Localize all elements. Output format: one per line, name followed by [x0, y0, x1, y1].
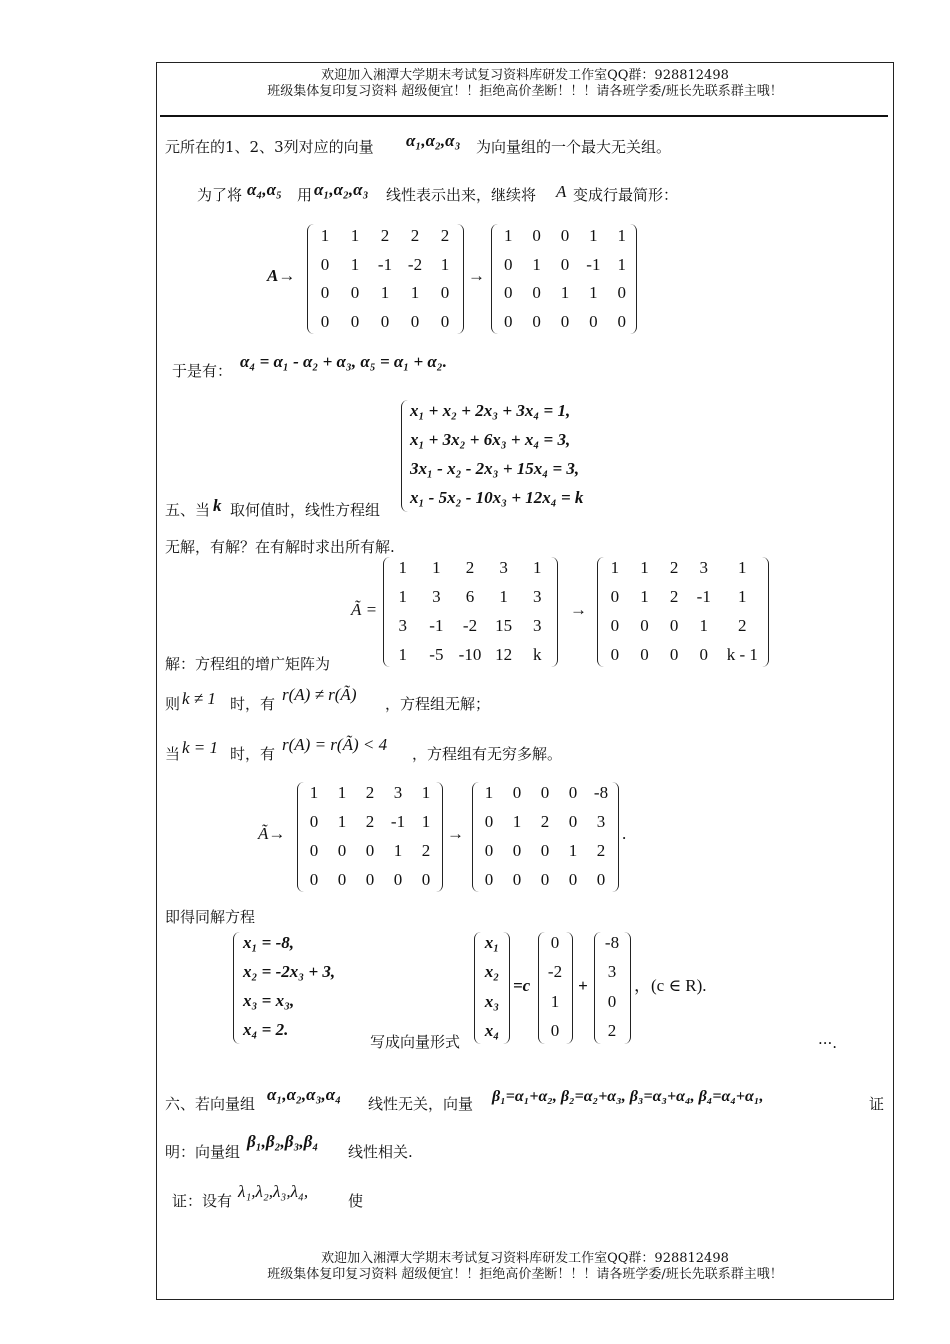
- text-p7a: 则: [165, 695, 181, 713]
- formula-A-arrow: A→: [267, 266, 296, 285]
- matrix-cell: 3: [607, 962, 617, 982]
- matrix-cell: x₃: [484, 991, 500, 1011]
- matrix-cell: 0: [617, 311, 627, 331]
- matrix-cell: 1: [532, 557, 542, 577]
- paren: [436, 782, 443, 892]
- matrix-cell: -1: [377, 254, 393, 274]
- matrix-cell: 1: [350, 254, 360, 274]
- matrix-cell: 1: [560, 283, 570, 303]
- formula-a1234: α₁,α₂,α₃,α₄: [267, 1085, 342, 1104]
- text-p11c: 证: [869, 1095, 885, 1113]
- equation-line: x₂ = -2x₃ + 3,: [243, 962, 336, 981]
- text-p12b: 线性相关.: [348, 1143, 413, 1161]
- matrix-cell: 0: [699, 644, 708, 664]
- matrix-cell: 15: [495, 615, 513, 635]
- text-p3: 于是有：: [172, 362, 233, 380]
- matrix-m5: [300, 778, 440, 894]
- arrow: →: [570, 600, 587, 619]
- matrix-cell: 0: [512, 782, 522, 802]
- matrix-cell: 0: [568, 869, 578, 889]
- matrix-cell: 0: [337, 869, 347, 889]
- matrix-cell: 2: [410, 226, 420, 246]
- matrix-cell: x₄: [484, 1021, 500, 1041]
- matrix-cell: 0: [393, 869, 403, 889]
- text-p11a: 六、若向量组: [165, 1095, 256, 1113]
- header-line-2: 班级集体复印复习资料 超级便宜！！拒绝高价垄断！！！请各班学委/班长先联系群主哦！: [267, 84, 783, 99]
- matrix-cell: -5: [429, 644, 444, 664]
- formula-plus: +: [578, 976, 588, 995]
- footer-line-1: 欢迎加入湘潭大学期末考试复习资料库研发工作室QQ群：928812498: [321, 1251, 729, 1266]
- matrix-cell: 3: [432, 586, 441, 606]
- matrix-cell: 1: [337, 811, 347, 831]
- matrix-cell: 3: [398, 615, 408, 635]
- matrix-cell: 0: [560, 226, 570, 246]
- matrix-cell: 3: [499, 557, 508, 577]
- equation-line: 3x₁ - x₂ - 2x₃ + 15x₄ = 3,: [410, 459, 580, 478]
- matrix-cell: 1: [432, 557, 441, 577]
- text-p11b: 线性无关，向量: [368, 1095, 474, 1113]
- matrix-cell: 0: [596, 869, 606, 889]
- text-p4b: 取何值时，线性方程组: [230, 501, 381, 519]
- matrix-cell: 1: [398, 557, 408, 577]
- matrix-cell: 0: [440, 311, 450, 331]
- matrix-cell: 1: [532, 254, 541, 274]
- formula-betas: β₁=α₁+α₂, β₂=α₂+α₃, β₃=α₃+α₄, β₄=α₄+α₁,: [492, 1088, 764, 1105]
- matrix-m6: [475, 778, 615, 894]
- matrix-cell: -1: [429, 615, 444, 635]
- period: .: [622, 824, 627, 843]
- matrix-cell: 3: [393, 782, 403, 802]
- text-p5: 无解，有解？在有解时求出所有解.: [165, 538, 395, 556]
- matrix-cell: 0: [550, 932, 560, 952]
- matrix-cell: 0: [380, 311, 390, 331]
- text-p6: 解：方程组的增广矩阵为: [165, 655, 331, 673]
- matrix-cell: 2: [669, 557, 679, 577]
- formula-a4eq: α₄ = α₁ - α₂ + α₃, α₅ = α₁ + α₂.: [240, 352, 447, 371]
- matrix-cell: 0: [309, 869, 319, 889]
- matrix-cell: 0: [350, 283, 360, 303]
- text-p1b: 为向量组的一个最大无关组。: [476, 138, 672, 156]
- formula-k: k: [213, 496, 222, 515]
- matrix-cell: 1: [738, 586, 747, 606]
- formula-lambdas: λ₁,λ₂,λ₃,λ₄,: [238, 1182, 309, 1201]
- matrix-cell: 1: [499, 586, 508, 606]
- matrix-m1: [310, 222, 460, 336]
- matrix-cell: 1: [398, 644, 408, 664]
- matrix-cell: 2: [669, 586, 679, 606]
- paren: [762, 557, 769, 667]
- matrix-cell: 0: [309, 811, 319, 831]
- paren: [624, 932, 631, 1044]
- matrix-cell: 0: [560, 254, 570, 274]
- solution-system: [243, 928, 335, 1044]
- matrix-cell: 0: [550, 1021, 560, 1041]
- matrix-cell: 0: [568, 782, 578, 802]
- vector-x: [478, 928, 506, 1046]
- formula-A: A: [556, 182, 567, 201]
- matrix-cell: 1: [699, 615, 708, 635]
- matrix-cell: 12: [495, 644, 513, 664]
- matrix-cell: 0: [365, 840, 375, 860]
- text-p1a: 元所在的1、2、3列对应的向量: [165, 138, 374, 156]
- matrix-cell: 0: [610, 586, 620, 606]
- matrix-cell: 2: [380, 226, 390, 246]
- matrix-cell: -2: [407, 254, 423, 274]
- matrix-cell: 0: [669, 644, 679, 664]
- matrix-cell: 0: [669, 615, 679, 635]
- matrix-cell: 0: [540, 782, 550, 802]
- matrix-cell: 0: [540, 840, 550, 860]
- matrix-cell: 0: [484, 811, 494, 831]
- matrix-cell: x₁: [484, 932, 500, 952]
- matrix-cell: 0: [610, 615, 620, 635]
- matrix-cell: 0: [512, 869, 522, 889]
- formula-keq1: k = 1: [182, 738, 219, 757]
- text-dots: ···.: [818, 1034, 838, 1052]
- text-p13b: 使: [348, 1192, 364, 1210]
- matrix-cell: 2: [365, 782, 375, 802]
- matrix-cell: x₂: [484, 962, 500, 982]
- matrix-cell: 1: [589, 226, 598, 246]
- text-p8a: 当: [165, 745, 181, 763]
- equation-line: x₄ = 2.: [243, 1020, 289, 1039]
- matrix-cell: 0: [503, 283, 513, 303]
- matrix-cell: 3: [532, 586, 542, 606]
- matrix-cell: 1: [550, 991, 560, 1011]
- text-p7c: ，方程组无解；: [385, 695, 491, 713]
- brace: [401, 400, 408, 512]
- matrix-cell: 0: [503, 254, 513, 274]
- text-p4a: 五、当: [165, 501, 211, 519]
- paren: [551, 557, 558, 667]
- matrix-cell: k - 1: [726, 644, 758, 664]
- matrix-cell: 0: [568, 811, 578, 831]
- matrix-cell: 1: [484, 782, 494, 802]
- matrix-cell: 0: [421, 869, 431, 889]
- equation-line: x₁ - 5x₂ - 10x₃ + 12x₄ = k: [410, 488, 584, 507]
- matrix-cell: 1: [640, 586, 649, 606]
- matrix-cell: 0: [337, 840, 347, 860]
- formula-cR: ，(c ∈ R).: [634, 976, 707, 995]
- matrix-cell: 2: [421, 840, 431, 860]
- matrix-cell: -10: [458, 644, 482, 664]
- matrix-cell: 1: [503, 226, 513, 246]
- text-p13a: 证：设有: [172, 1192, 233, 1210]
- paren: [503, 932, 510, 1044]
- matrix-cell: 1: [568, 840, 578, 860]
- matrix-cell: -1: [390, 811, 406, 831]
- matrix-cell: 1: [617, 254, 627, 274]
- matrix-cell: 0: [484, 869, 494, 889]
- formula-kne1: k ≠ 1: [182, 689, 216, 708]
- matrix-cell: 1: [350, 226, 360, 246]
- matrix-cell: 3: [699, 557, 708, 577]
- header-line-1: 欢迎加入湘潭大学期末考试复习资料库研发工作室QQ群：928812498: [321, 68, 729, 83]
- matrix-cell: 2: [465, 557, 475, 577]
- matrix-cell: 1: [421, 782, 431, 802]
- matrix-cell: 0: [589, 311, 598, 331]
- paren: [630, 224, 637, 334]
- matrix-cell: 0: [610, 644, 620, 664]
- matrix-cell: 0: [532, 226, 541, 246]
- vector-d: [597, 928, 627, 1046]
- matrix-cell: 0: [503, 311, 513, 331]
- matrix-cell: 1: [337, 782, 347, 802]
- matrix-cell: -2: [462, 615, 478, 635]
- matrix-cell: 1: [640, 557, 649, 577]
- text-p10: 写成向量形式: [370, 1033, 461, 1051]
- arrow: →: [447, 824, 464, 843]
- matrix-cell: 0: [410, 311, 420, 331]
- matrix-cell: 0: [320, 311, 330, 331]
- equation-line: x₁ + x₂ + 2x₃ + 3x₄ = 1,: [410, 401, 571, 420]
- matrix-cell: -2: [547, 962, 563, 982]
- paren: [566, 932, 573, 1044]
- formula-rlt: r(A) = r(Ã) < 4: [282, 735, 388, 754]
- matrix-cell: -8: [593, 782, 609, 802]
- matrix-cell: 0: [440, 283, 450, 303]
- matrix-cell: 3: [532, 615, 542, 635]
- matrix-cell: 0: [540, 869, 550, 889]
- text-p2d: 变成行最简形：: [573, 186, 679, 204]
- equation-line: x₃ = x₃,: [243, 991, 295, 1010]
- formula-eqc: =c: [513, 976, 531, 995]
- matrix-cell: 0: [320, 254, 330, 274]
- matrix-cell: 1: [738, 557, 747, 577]
- matrix-cell: 2: [607, 1021, 617, 1041]
- text-p12a: 明：向量组: [165, 1143, 241, 1161]
- formula-Atilde-arrow: Ã→: [258, 824, 286, 843]
- matrix-cell: 1: [393, 840, 403, 860]
- matrix-cell: 0: [320, 283, 330, 303]
- matrix-m4: [600, 553, 766, 669]
- matrix-cell: 1: [309, 782, 319, 802]
- matrix-cell: 0: [512, 840, 522, 860]
- matrix-cell: 2: [596, 840, 606, 860]
- matrix-cell: 1: [440, 254, 450, 274]
- paren: [457, 224, 464, 334]
- matrix-cell: 0: [560, 311, 570, 331]
- matrix-cell: 1: [398, 586, 408, 606]
- text-p2a: 为了将: [197, 186, 243, 204]
- matrix-cell: 1: [589, 283, 598, 303]
- matrix-cell: 0: [484, 840, 494, 860]
- formula-b1234: β₁,β₂,β₃,β₄: [247, 1132, 319, 1151]
- equation-system: [410, 396, 583, 512]
- matrix-cell: 1: [421, 811, 431, 831]
- matrix-cell: -8: [604, 932, 620, 952]
- matrix-cell: k: [532, 644, 542, 664]
- matrix-cell: 2: [365, 811, 375, 831]
- text-p2b: 用: [297, 186, 313, 204]
- matrix-cell: 1: [320, 226, 330, 246]
- vector-c: [541, 928, 569, 1046]
- formula-a123-2: α₁,α₂,α₃: [314, 180, 369, 199]
- equation-line: x₁ = -8,: [243, 933, 295, 952]
- matrix-cell: 2: [738, 615, 747, 635]
- matrix-cell: 1: [512, 811, 522, 831]
- footer-line-2: 班级集体复印复习资料 超级便宜！！拒绝高价垄断！！！请各班学委/班长先联系群主哦！: [267, 1267, 783, 1282]
- matrix-cell: -1: [586, 254, 601, 274]
- matrix-cell: 1: [617, 226, 627, 246]
- matrix-cell: 0: [607, 991, 617, 1011]
- matrix-cell: 0: [532, 283, 541, 303]
- equation-line: x₁ + 3x₂ + 6x₃ + x₄ = 3,: [410, 430, 571, 449]
- formula-a45: α₄,α₅: [247, 180, 282, 199]
- matrix-cell: 0: [640, 644, 649, 664]
- matrix-cell: -1: [696, 586, 711, 606]
- matrix-cell: 0: [350, 311, 360, 331]
- matrix-cell: 2: [440, 226, 450, 246]
- matrix-cell: 1: [410, 283, 420, 303]
- arrow: →: [468, 266, 485, 285]
- formula-rne: r(A) ≠ r(Ã): [282, 685, 357, 704]
- paren: [612, 782, 619, 892]
- matrix-cell: 2: [540, 811, 550, 831]
- text-p2c: 线性表示出来，继续将: [386, 186, 537, 204]
- matrix-cell: 0: [640, 615, 649, 635]
- header-rule: [160, 115, 888, 117]
- matrix-cell: 0: [532, 311, 541, 331]
- matrix-m3: [386, 553, 554, 669]
- matrix-cell: 1: [380, 283, 390, 303]
- matrix-cell: 6: [465, 586, 475, 606]
- matrix-cell: 0: [617, 283, 627, 303]
- matrix-cell: 1: [610, 557, 620, 577]
- matrix-m2: [494, 222, 636, 336]
- matrix-cell: 0: [309, 840, 319, 860]
- matrix-cell: 0: [365, 869, 375, 889]
- brace: [233, 932, 240, 1044]
- text-p9: 即得同解方程: [165, 908, 256, 926]
- text-p8b: 时，有: [230, 745, 276, 763]
- matrix-cell: 3: [596, 811, 606, 831]
- text-p7b: 时，有: [230, 695, 276, 713]
- text-p8c: ，方程组有无穷多解。: [412, 745, 563, 763]
- formula-a123-1: α₁,α₂,α₃: [406, 131, 461, 150]
- formula-Atilde-eq: Ã =: [351, 600, 378, 619]
